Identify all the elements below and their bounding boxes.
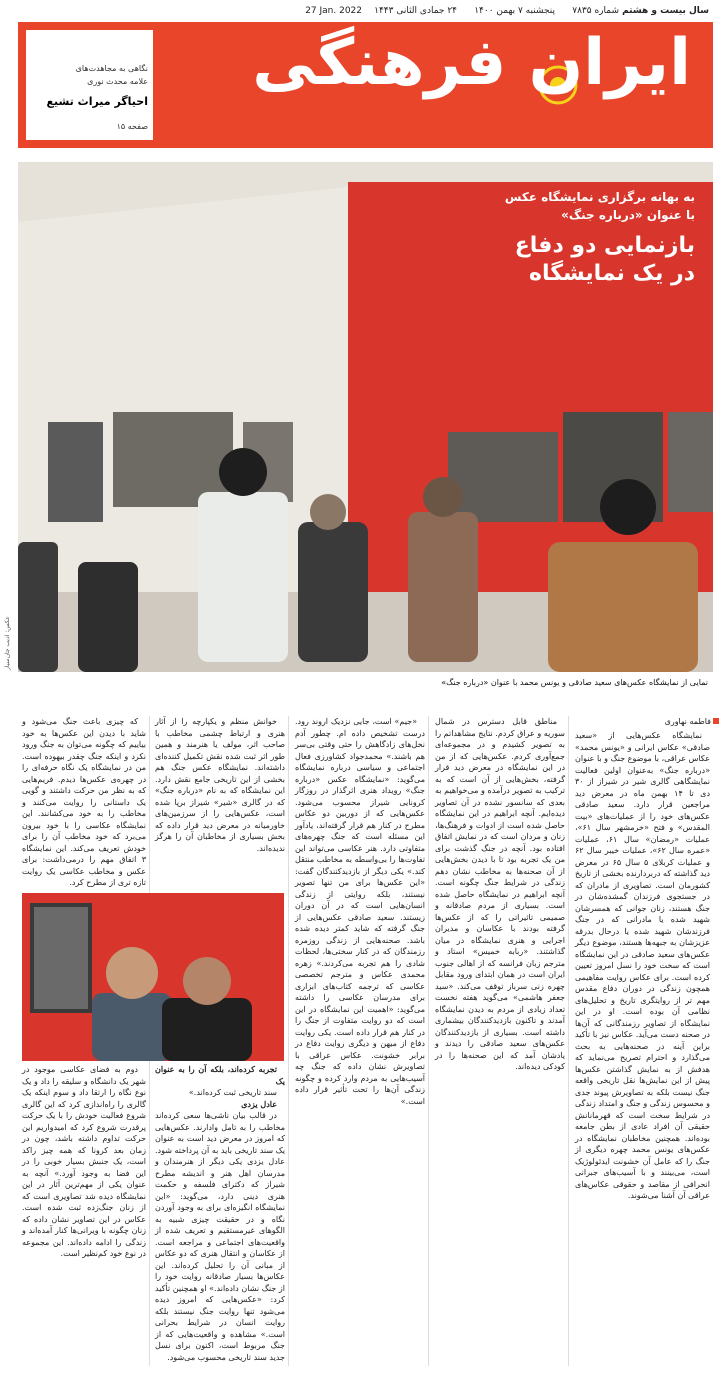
issue-number: شماره ۷۸۳۵ xyxy=(572,6,619,16)
story-kicker-2: با عنوان «درباره جنگ» xyxy=(561,208,695,222)
author-name: فاطمه نهاوری xyxy=(664,717,711,726)
column-divider xyxy=(288,716,289,1366)
article-column-5-top xyxy=(22,716,146,887)
issue-year: سال بیست و هشتم xyxy=(622,6,709,16)
interviewee-name: عادل یزدی xyxy=(241,1098,277,1109)
article-text: که چیزی باعث جنگ می‌شود و شاید با دیدن این عکس‌ها به خود بیاییم که چگونه می‌توان به جنگ ورود نکرد و اینکه جنگ چقدر بیهوده است. من در نمایشگاه یک نگاه حرفه‌ای را در چهره‌ی عکس‌ها دیدم. فریم‌هایی که به نظر من حرکت داشتند و گویی یک داستانی را روایت می‌کنند و مخاطب را به خود می‌کشانند. این نمایشگاه عکاسی را با خود بیرون می‌برد که خود مخاطب آن را برای خودش تعریف می‌کند. این نمایشگاه ۳ اتفاق مهم را درمی‌داشت: برای عکس و مخاطب عکاسی یک روایت تازه تری از مطرح کرد. xyxy=(22,717,146,887)
article-text: «جیم» است، جایی نزدیک اروند رود. درست تشخیص داده ام. چطور آدم نخل‌های زادگاهش را حتی وقتی بی‌سر هم باشند.» محمدجواد کشاورزی فعال اجتماعی و سیاسی درباره نمایشگاه می‌گوید: «نمایشگاه عکس «درباره جنگ» رویداد هنری اثرگذار در روزگار کرونایی شیراز محسوب می‌شود. عکس‌هایی که از دوربین دو عکاس مطرح در کنار هم قرار گرفته‌اند، یادآور این مسئله است که جنگ چهره‌های متفاوتی دارد. هنر عکاسی می‌تواند این تفاوت‌ها را بی‌واسطه به مخاطب منتقل کند.» یکی دیگر از بازدیدکنندگان گفت: «این عکس‌ها برای من تنها تصویر نیستند، بلکه روایتی از زندگی انسان‌هایی است که در آن دوران زیستند. سعید صادقی عکس‌هایی از جنگ گرفته که شاید کمتر دیده شده باشد. صحنه‌هایی از زندگی روزمره رزمندگان که در کنار سختی‌ها، لحظات شادی را هم تجربه می‌کردند.» زهره محمدی عکاس و مترجم تخصصی عکاسی که ترجمه کتاب‌های ابزاری برای مدرسان عکاسی را داشته می‌گوید: «اهمیت این نمایشگاه در این است که دو روایت متفاوت از جنگ را در کنار هم قرار داده است. یکی روایت دفاع از میهن و دیگری روایت دفاع در برابر خشونت. عکاس عراقی با تصاویرش نشان داده که جنگ چه آسیب‌هایی به مردم وارد کرده و چگونه زندگی آن‌ها را تحت تأثیر قرار داده است.» xyxy=(295,717,425,1106)
story-headline-2: در یک نمایشگاه xyxy=(528,261,695,286)
article-column-5-bottom xyxy=(22,1064,146,1366)
masthead-logo: ایران فرهنگی xyxy=(252,26,691,100)
date-persian: پنجشنبه ۷ بهمن ۱۴۰۰ xyxy=(474,6,555,16)
inset-caption: تجربه کرده‌اند، بلکه آن را به عنوان یک xyxy=(155,1064,285,1086)
headline-block xyxy=(505,190,695,288)
article-text: خوانش منظم و یکپارچه را از آثار هنری و ارتباط چشمی مخاطب با صاحب اثر، مولف یا هنرمند و همین طور اثر ثبت شده نقش تکمیل کننده‌ای داشته‌اند. نمایشگاه عکس جنگ هم بخشی از این تاریخی جامع نقش دارد. این نمایشگاه که به نام «درباره جنگ» که در گالری «شیر» شیراز برپا شده است، عکس‌هایی را از سرزمین‌های خاورمیانه در معرض دید قرار داده که بخش بسیاری از مخاطبان آن را هرگز ندیده‌اند. xyxy=(155,717,285,853)
article-column-3 xyxy=(295,716,425,1366)
inset-caption-2: سند تاریخی ثبت کرده‌اند.» xyxy=(188,1088,277,1097)
article-column-4-bottom xyxy=(155,1064,285,1366)
article-text: نمایشگاه عکس‌هایی از «سعید صادقی» عکاس ایرانی و «یونس محمد» عکاس عراقی، با موضوع جنگ و با عنوان «درباره جنگ» به‌عنوان اولین فعالیت نمایشگاهی گالری شیر در شیراز از ۳۰ دی تا ۱۴ بهمن ماه در معرض دید مراجعین قرار دارد. سعید صادقی عکس‌های خود را از عملیات‌های «بیت المقدس» و فتح «خرمشهر سال ۶۱»، عملیات «رمضان» سال ۶۱، عملیات «عمره سال ۶۲»، عملیات خیبر سال ۶۲ و عملیات کربلای ۵ سال ۶۵ در معرض دید گذاشته که دربردارنده بخشی از تاریخ کشورمان است. تصاویری از مادران که در جستجوی فرزندان گمشده‌شان در جنگ هستند، زنان جوانی که همسرشان شهید شده یا مادرانی که در جنگ فرزندشان شهید شده یا درحال بدرقه عزیزشان به جبهه‌ها هستند، موضوع دیگر عکس‌های سعید صادقی در این نمایشگاه است که سخت خود را نسل امروز تعیین کرده است. برای عکاس روایت مفاهیمی همچون زندگی در دوران دفاع مقدس مهم تر از روایتگری تاریخ و تحلیل‌های نظامی آن بوده است. او در این نمایشگاه از تصاویر رزمندگانی که آن‌ها در صحنه دست می‌آید. عکاس نیز با تأکید براین آینه در صحنه‌هایی به بحث می‌گذارد و احترام تصریح می‌نماید که هدفش از به نمایش گذاشتن عکس‌ها پیش از این نمایش‌ها نقل تاریخی واقعه جنگ نیست بلکه به تصاویرش پیوند جدی و محسوس زندگی و جنگ و امتداد زندگی در شرایط سخت است که قهرمانانش حقیقی آن افراد عادی از بطن جامعه بوده‌اند. همچنین مخاطبان نمایشگاه در عکس‌های یونس محمد چهره دیگری از جنگ را که عامل آن خشونت ایدئولوژیک است، می‌بینند و با آسیب‌های جبرانی انحرافی از مقاصد و حقوقی عکاس‌های عراقی آن آشنا می‌شوند. xyxy=(575,731,711,1200)
date-gregorian: 27 Jan. 2022 xyxy=(305,6,362,16)
story-headline: بازنمایی دو دفاع xyxy=(514,233,695,258)
date-hijri: ۲۴ جمادی الثانی ۱۴۴۳ xyxy=(374,6,457,16)
article-column-1 xyxy=(575,730,710,1366)
teaser-kicker-2: علامه محدث نوری xyxy=(87,77,148,86)
author-marker xyxy=(713,718,719,724)
photo-caption: نمایی از نمایشگاه عکس‌های سعید صادقی و یونس محمد با عنوان «درباره جنگ» xyxy=(441,678,708,687)
article-text: دوم به فضای عکاسی موجود در شهر یک دانشگاه و سلیقه را داد و یک نوع نگاه را ارتقا داد و سوم اینکه یک گالری را راه‌اندازی کرد که این گالری شروع فعالیت خودش را با یک حرکت پرقدرت شروع کرد که امیدواریم این حرکت تداوم داشته باشد، چون در زمان بعد کرونا که همه چیز راکد است، یک جنبش بسیار خوبی را در این فضا به وجود آورد.» آنچه به عنوان یکی از مهم‌ترین آثار در این نمایشگاه دیده شد تصاویری است که از زنان جنگ‌زده ثبت شده است. عکاس در این تصاویر نشان داده که زنان چگونه با ویرانی‌ها کنار آمده‌اند و زندگی را ادامه داده‌اند. این مجموعه در نوع خود کم‌نظیر است. xyxy=(22,1065,146,1258)
portrait-photo xyxy=(22,893,284,1061)
article-text: در قالب بیان ناشی‌ها سعی کرده‌اند مخاطب را به تامل وادارند. عکس‌هایی که امروز در معرض دید است به عنوان یک سند تاریخی باید به آن پرداخته شود. عادل یزدی یکی دیگر از هنرمندان و مدرسان اهل هنر و اندیشه مطرح شیراز که دکترای فلسفه و حکمت هنری دینی دارد، می‌گوید: «این نمایشگاه انگیزه‌ای برای به وجود آوردن نگاه و در حقیقت چیزی شبیه به الگوهای غیرمستقیم و تعریف شده از واقعیت‌های اجتماعی و مراجعه است. از عکاسان و انتقال هنری که دو عکاس از مبانی آن را تحلیل کرده‌اند. این عکاس‌ها بسیار صادقانه روایت خود را از جنگ نشان داده‌اند.» او همچنین تأکید کرد: «عکس‌هایی که امروز دیده می‌شود تنها روایت جنگ نیستند بلکه روایت انسان در شرایط بحرانی است.» مشاهده و واقعیت‌هایی که از جنگ مربوط است، اکنون برای نسل جدید سند تاریخی محسوب می‌شود. xyxy=(155,1111,285,1362)
masthead-banner xyxy=(18,22,713,148)
exhibition-photo xyxy=(18,162,713,672)
teaser-page-ref: صفحه ۱۵ xyxy=(116,122,148,131)
article-text: مناطق قابل دسترس در شمال سوریه و عراق کردم. نتایج مشاهداتم را به تصویر کشیدم و در مجموعه‌ای جمع‌آوری کردم. عکس‌هایی که از من در این نمایشگاه در معرض دید قرار گرفته، بخش‌هایی از آن است که به ترکیب به تصویر درآمده و می‌خواهیم به بعدی که سانسور نشده در آن تصاویر دیده‌ایم. آنچه ابراهیم در این نمایشگاه حاصل شده است از ادوات و فرهنگ‌ها، زنان و مردان است که در نمایش اتفاق افتاده بود. آنچه در جنگ گذشت برای من یک تجربه بود تا با دیدن بخش‌هایی از آن صحنه‌ها به مخاطب نشان دهم زندگی در شرایط جنگ چگونه است. آنچه ابراهیم در نمایشگاه حاصل شده است. بسیاری از مردم صادقانه و صمیمی تاثیراتی را که از عکس‌ها گرفته بودند با عکاسان و مدیران اجرایی و هنری نمایشگاه در میان گذاشتند. «ربابه خمیس» استاد و مترجم زبان فرانسه که از اهالی جنوب ایران است در همان ابتدای ورود مقابل چهره زنی سرباز توقف می‌کند. «سید جعفر هاشمی» می‌گوید هفته نخست تعداد زیادی از مردم به دیدن نمایشگاه آمدند و تاکنون بازدیدکنندگان بیشماری داشته است. بسیاری از بازدیدکنندگان عکس‌های سعید صادقی را دیدند و یادشان آمد که این صحنه‌ها را در کودکی دیده‌اند. xyxy=(435,717,565,1071)
article-column-2 xyxy=(435,716,565,1366)
column-divider xyxy=(428,716,429,1366)
teaser-accent-bar xyxy=(153,30,156,140)
column-divider xyxy=(568,716,569,1366)
story-kicker: به بهانه برگزاری نمایشگاه عکس xyxy=(504,190,695,204)
article-column-4-top xyxy=(155,716,285,882)
teaser-box[interactable] xyxy=(26,30,156,140)
photo-credit: عکس: ادیب جان‌سیار xyxy=(4,616,11,670)
dateline xyxy=(0,0,727,22)
teaser-headline: احیاگر میراث تشیع xyxy=(46,95,148,108)
teaser-kicker: نگاهی به مجاهدت‌های xyxy=(75,64,148,73)
